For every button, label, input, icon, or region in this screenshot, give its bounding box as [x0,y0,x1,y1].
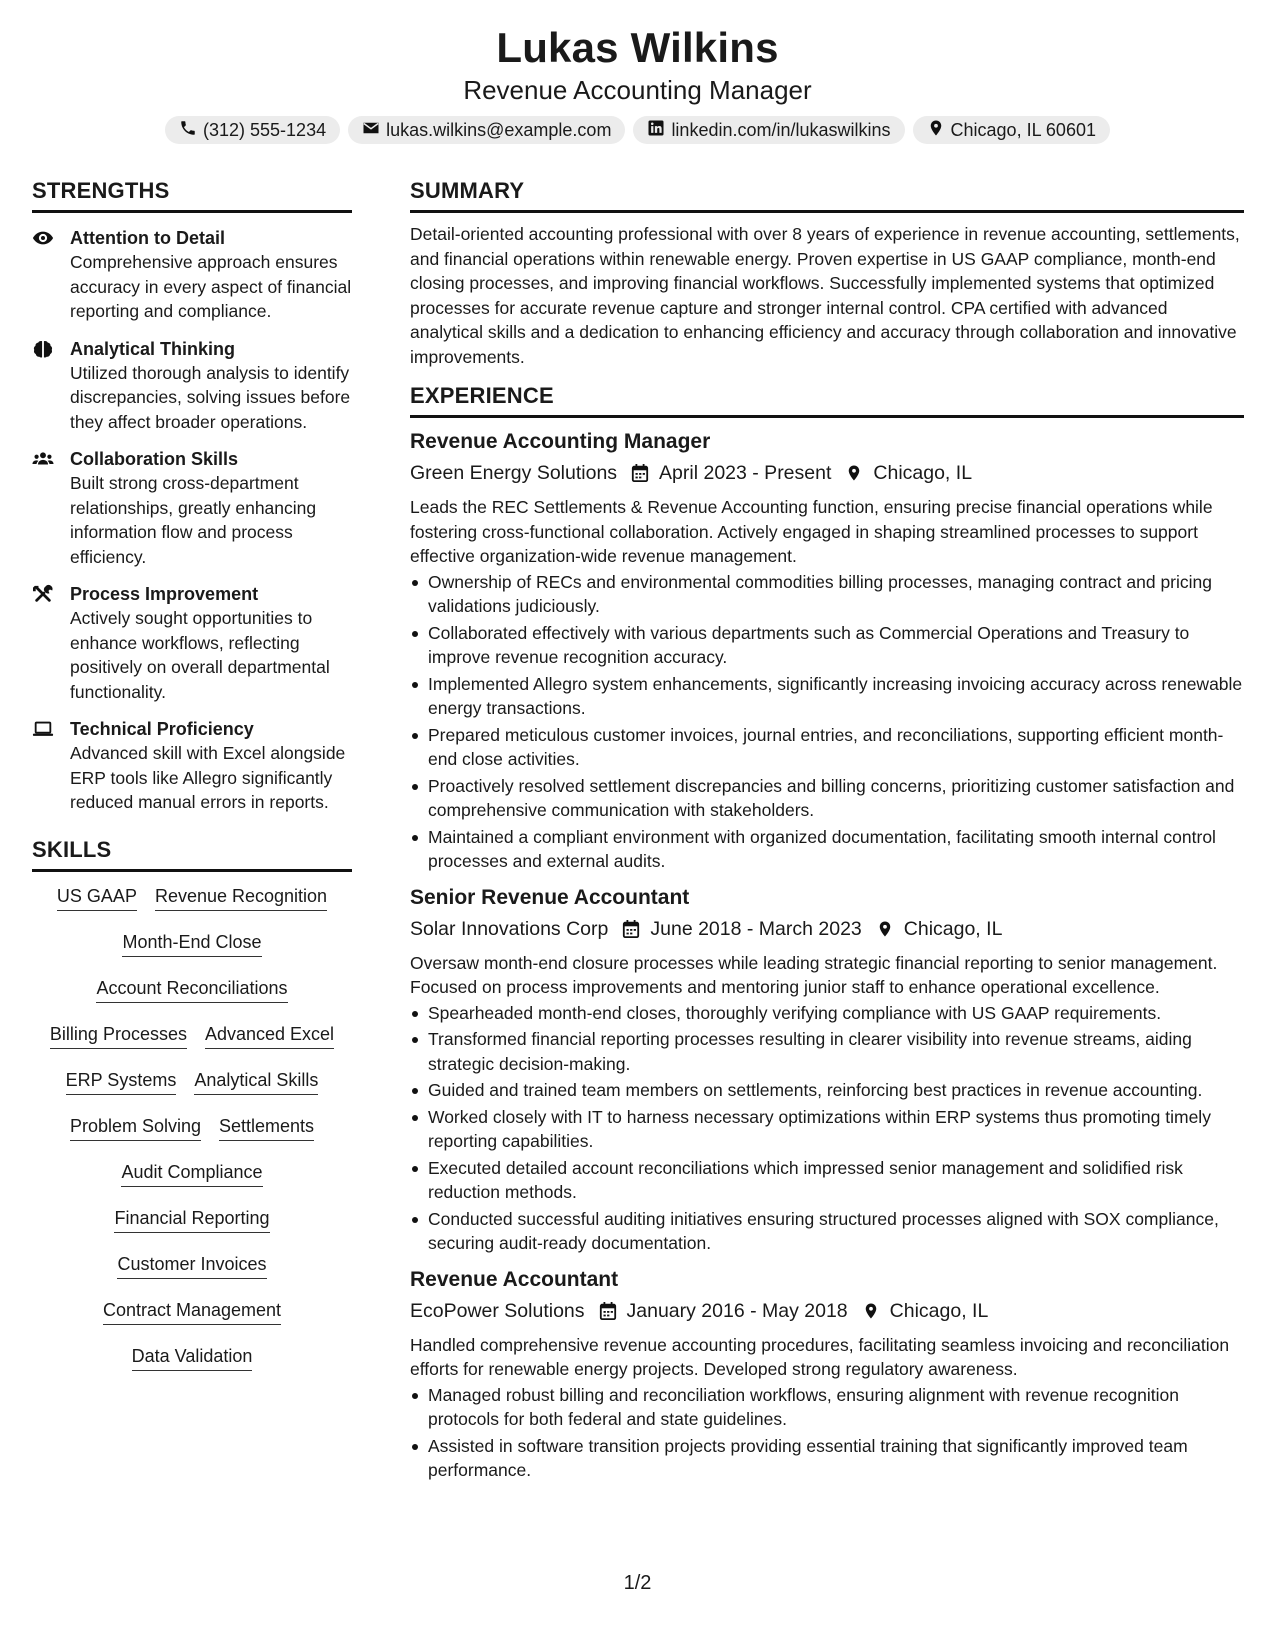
job-entry [410,428,1244,874]
right-column [410,178,1244,1485]
skill-tag: Month-End Close [122,930,261,957]
strength-item [32,447,352,569]
skill-tag: Analytical Skills [194,1068,318,1095]
resume-header [0,22,1275,144]
job-role: Revenue Accounting Manager [410,430,711,453]
strength-title: Collaboration Skills [70,449,239,469]
strength-title: Attention to Detail [70,228,225,248]
linkedin-icon [647,119,665,142]
calendar-icon [622,919,640,939]
page-number: 1/2 [623,1572,652,1594]
contact-location-text: Chicago, IL 60601 [950,119,1096,140]
brain-icon [32,337,58,435]
job-bullet: Collaborated effectively with various departments such as Commercial Operations and Treasury to improve revenue recognition accuracy. [410,621,1244,670]
map-pin-icon [927,119,945,142]
contact-location[interactable] [913,116,1110,144]
users-icon [32,447,58,569]
job-bullet: Transformed financial reporting processes resulting in clearer visibility into revenue streams, aiding strategic decision-making. [410,1027,1244,1076]
strength-title: Process Improvement [70,584,259,604]
job-bullet: Proactively resolved settlement discrepancies and billing concerns, prioritizing customer satisfaction and comprehensive communication with stakeholders. [410,774,1244,823]
summary-text: Detail-oriented accounting professional with over 8 years of experience in revenue accounting, settlements, and financial operations within renewable energy. Proven expertise in US GAAP compliance, month-end closing processes, and improving financial workflows. Successfully implemented systems that optimized processes for accurate revenue capture and stronger internal control. CPA certified with advanced analytical skills and a dedication to enhancing efficiency and accuracy through collaboration and innovative improvements. [410,224,1240,367]
job-description: Handled comprehensive revenue accounting procedures, facilitating seamless invoicing and reconciliation efforts for renewable energy projects. Developed strong regulatory awareness. [410,1334,1230,1379]
job-dates: April 2023 - Present [659,462,832,484]
skill-tag: ERP Systems [66,1068,177,1095]
job-bullets [410,570,1244,874]
eye-icon [32,226,58,324]
strength-title: Analytical Thinking [70,338,236,359]
job-company: Solar Innovations Corp [410,917,609,940]
envelope-icon [362,119,380,142]
strength-item [32,226,352,324]
strength-item [32,582,352,704]
job-bullets [410,1001,1244,1256]
job-bullet: Guided and trained team members on settlements, reinforcing best practices in revenue accounting. [410,1078,1244,1103]
contact-phone-text: (312) 555-1234 [203,119,327,140]
job-bullets [410,1383,1244,1483]
skill-tag: Financial Reporting [114,1206,269,1233]
job-bullet: Implemented Allegro system enhancements, significantly increasing invoicing accuracy across renewable energy transactions. [410,672,1244,721]
strength-desc: Utilized thorough analysis to identify discrepancies, solving issues before they affect broader operations. [70,362,351,432]
job-location: Chicago, IL [873,462,973,484]
skills-heading: SKILLS [32,837,352,872]
job-entry [410,1266,1244,1483]
strength-desc: Comprehensive approach ensures accuracy in every aspect of financial reporting and compliance. [70,252,352,321]
contact-bar [0,116,1275,144]
job-bullet: Conducted successful auditing initiatives ensuring structured processes aligned with SOX compliance, securing audit-ready documentation. [410,1207,1244,1256]
phone-icon [179,119,197,142]
experience-heading: EXPERIENCE [410,383,1244,418]
job-description: Leads the REC Settlements & Revenue Accounting function, ensuring precise financial operations while fostering cross-functional collaboration. Actively engaged in shaping streamlined processes to support effective organization-wide revenue management. [410,497,1213,566]
job-meta [410,915,1244,943]
job-bullet: Ownership of RECs and environmental commodities billing processes, managing contract and pricing validations judiciously. [410,570,1244,619]
contact-phone[interactable] [165,116,340,144]
skill-tag: Account Reconciliations [96,976,287,1003]
calendar-icon [631,463,649,483]
strength-item [32,717,352,815]
skill-tag: Billing Processes [50,1022,187,1049]
job-dates: June 2018 - March 2023 [650,917,862,940]
job-role: Senior Revenue Accountant [410,885,690,909]
map-pin-icon [862,1301,880,1321]
contact-email[interactable] [348,116,625,144]
job-bullet: Spearheaded month-end closes, thoroughly verifying compliance with US GAAP requirements. [410,1001,1244,1026]
skill-tag: Customer Invoices [117,1252,266,1279]
skill-tag: Contract Management [103,1298,281,1325]
strength-desc: Advanced skill with Excel alongside ERP tools like Allegro significantly reduced manual errors in reports. [70,743,346,812]
tools-icon [32,582,58,704]
job-bullet: Managed robust billing and reconciliation workflows, ensuring alignment with revenue recognition protocols for both federal and state guidelines. [410,1383,1244,1432]
strength-desc: Built strong cross-department relationships, greatly enhancing information flow and process efficiency. [70,473,317,567]
strengths-heading: STRENGTHS [32,178,352,213]
candidate-title: Revenue Accounting Manager [463,75,812,105]
strength-desc: Actively sought opportunities to enhance workflows, reflecting positively on overall departmental functionality. [70,608,330,702]
job-bullet: Maintained a compliant environment with organized documentation, facilitating smooth internal control processes and external audits. [410,825,1244,874]
job-bullet: Executed detailed account reconciliations which impressed senior management and solidified risk reduction methods. [410,1156,1244,1205]
contact-linkedin[interactable] [633,116,904,144]
left-column [32,178,352,1390]
contact-linkedin-text: linkedin.com/in/lukaswilkins [671,119,891,140]
job-description: Oversaw month-end closure processes while leading strategic financial reporting to senior management. Focused on process improvements and mentoring junior staff to enhance operational excellence. [410,952,1218,997]
skill-tag: Revenue Recognition [155,884,327,911]
strength-title: Technical Proficiency [70,719,254,739]
job-entry [410,884,1244,1256]
laptop-icon [32,717,58,815]
summary-heading: SUMMARY [410,178,1244,213]
map-pin-icon [876,919,894,939]
job-role: Revenue Accountant [410,1267,619,1291]
map-pin-icon [845,463,863,483]
skill-tag: Settlements [219,1114,314,1141]
job-bullet: Prepared meticulous customer invoices, journal entries, and reconciliations, supporting efficient month-end close activities. [410,723,1244,772]
job-meta [410,459,1244,487]
skill-tag: US GAAP [57,884,137,911]
job-location: Chicago, IL [889,1299,989,1322]
job-dates: January 2016 - May 2018 [626,1299,848,1322]
calendar-icon [599,1301,617,1321]
skill-tag: Problem Solving [70,1114,201,1141]
job-bullet: Assisted in software transition projects providing essential training that significantly improved team performance. [410,1434,1244,1483]
candidate-name: Lukas Wilkins [496,24,779,71]
skill-tag: Audit Compliance [121,1160,262,1187]
job-company: EcoPower Solutions [410,1299,585,1322]
contact-email-text: lukas.wilkins@example.com [386,119,612,140]
skill-tag: Advanced Excel [205,1022,334,1049]
job-bullet: Worked closely with IT to harness necessary optimizations within ERP systems thus promoting timely reporting capabilities. [410,1105,1244,1154]
job-meta [410,1297,1244,1325]
job-company: Green Energy Solutions [410,462,618,484]
strength-item [32,337,352,435]
skill-tag: Data Validation [132,1344,253,1371]
skills-list [32,884,352,1390]
job-location: Chicago, IL [903,917,1003,940]
